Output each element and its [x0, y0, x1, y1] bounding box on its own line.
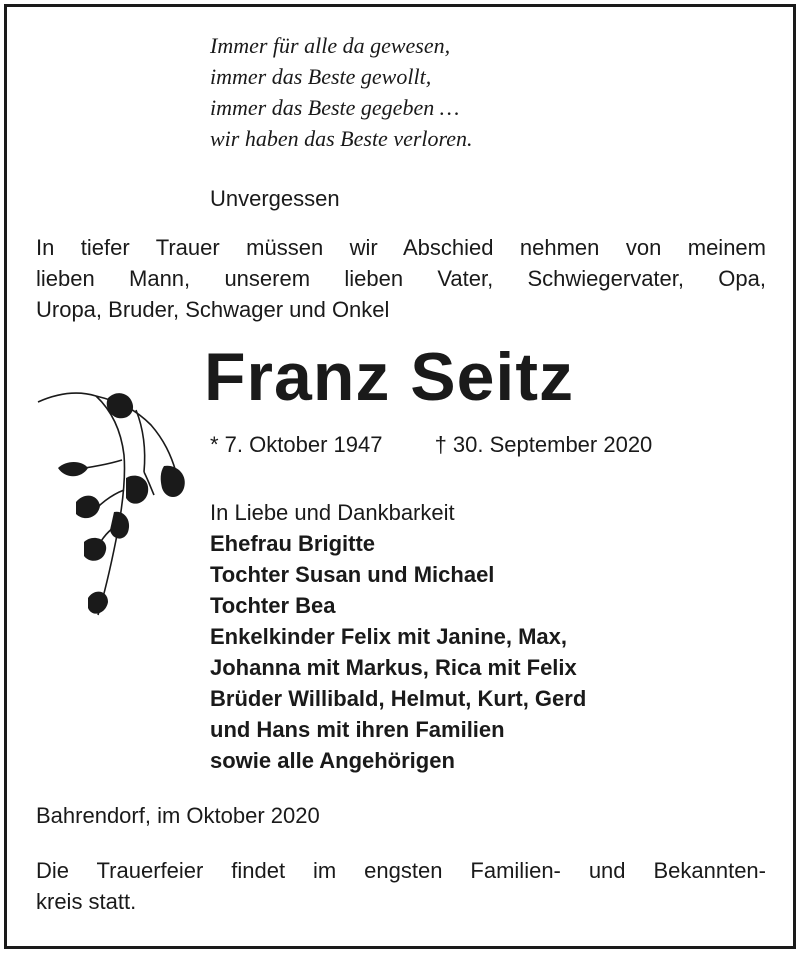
- intro-line: Uropa, Bruder, Schwager und Onkel: [36, 297, 390, 322]
- intro-text: [36, 232, 766, 325]
- mourners-intro: In Liebe und Dankbarkeit: [210, 500, 455, 525]
- poem-line: immer das Beste gewollt,: [210, 64, 432, 89]
- unvergessen-label: Unvergessen: [210, 186, 340, 211]
- place-and-date: Bahrendorf, im Oktober 2020: [36, 803, 320, 828]
- mourner-line: Tochter Bea: [210, 593, 336, 618]
- mourner-line: Johanna mit Markus, Rica mit Felix: [210, 655, 577, 680]
- deceased-name: Franz Seitz: [204, 339, 574, 415]
- mourners-list: [210, 497, 586, 776]
- mourner-line: Ehefrau Brigitte: [210, 531, 376, 556]
- mourner-line: Enkelkinder Felix mit Janine, Max,: [210, 624, 568, 649]
- poem-line: wir haben das Beste verloren.: [210, 126, 473, 151]
- death-date: † 30. September 2020: [434, 432, 653, 457]
- memorial-poem: [210, 30, 473, 154]
- poem-line: Immer für alle da gewesen,: [210, 33, 451, 58]
- ceremony-line: kreis statt.: [36, 889, 137, 914]
- intro-line: In tiefer Trauer müssen wir Abschied nehmen von meinem: [36, 235, 766, 260]
- mourner-line: Brüder Willibald, Helmut, Kurt, Gerd: [210, 686, 587, 711]
- mourner-line: Tochter Susan und Michael: [210, 562, 495, 587]
- birth-date: * 7. Oktober 1947: [210, 432, 383, 457]
- birch-branch-icon: [36, 380, 196, 630]
- poem-line: immer das Beste gegeben …: [210, 95, 460, 120]
- ceremony-note: [36, 855, 766, 917]
- intro-line: lieben Mann, unserem lieben Vater, Schwiegervater, Opa,: [36, 266, 766, 291]
- mourner-line: und Hans mit ihren Familien: [210, 717, 505, 742]
- ceremony-line: Die Trauerfeier findet im engsten Familien- und Bekannten-: [36, 858, 766, 883]
- mourner-line: sowie alle Angehörigen: [210, 748, 455, 773]
- life-dates: [210, 432, 652, 458]
